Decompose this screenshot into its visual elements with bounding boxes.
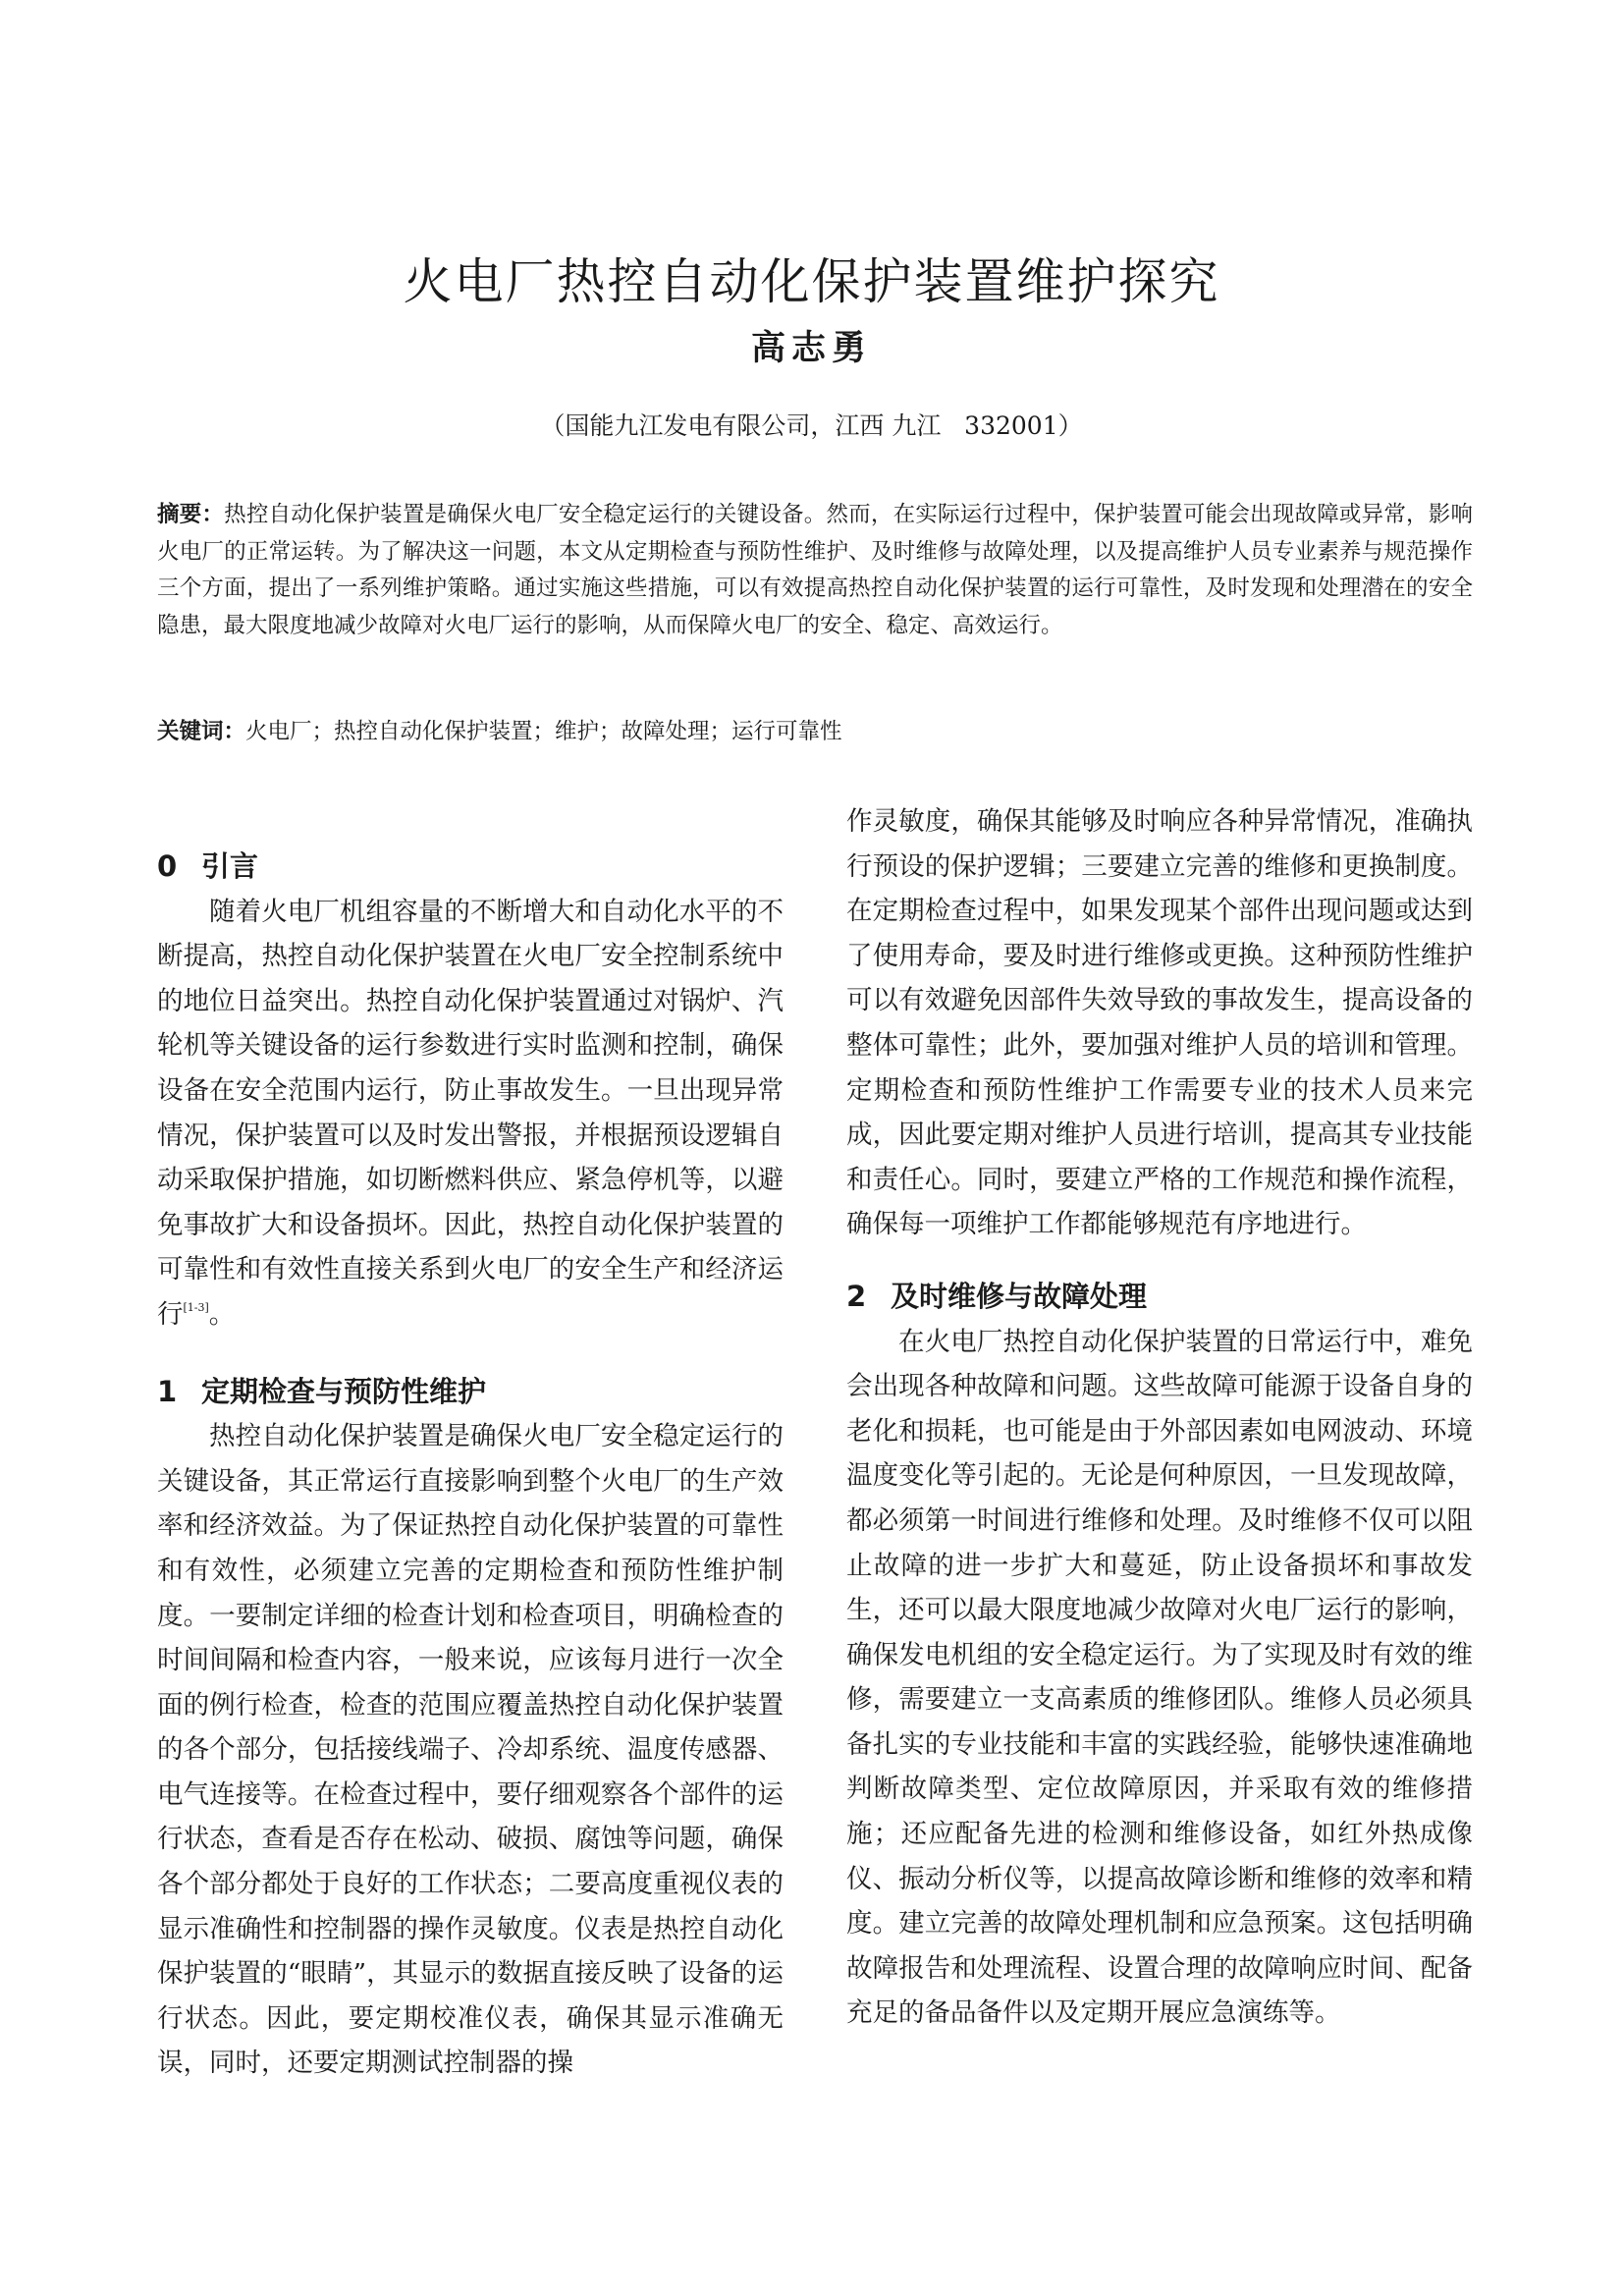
left-column	[157, 845, 784, 2086]
keywords-text: 火电厂；热控自动化保护装置；维护；故障处理；运行可靠性	[245, 719, 842, 744]
section-number: 2	[846, 1279, 867, 1313]
author-name: 高志勇	[750, 329, 872, 368]
citation: [1-3]	[183, 1300, 209, 1314]
section-number: 0	[157, 849, 178, 883]
section-2-paragraph: 在火电厂热控自动化保护装置的日常运行中，难免会出现各种故障和问题。这些故障可能源于设备自身的老化和损耗，也可能是由于外部因素如电网波动、环境温度变化等引起的。无论是何种原因，一旦发现故障，都必须第一时间进行维修和处理。及时维修不仅可以阻止故障的进一步扩大和蔓延，防止设备损坏和事故发生，还可以最大限度地减少故障对火电厂运行的影响，确保发电机组的安全稳定运行。为了实现及时有效的维修，需要建立一支高素质的维修团队。维修人员必须具备扎实的专业技能和丰富的实践经验，能够快速准确地判断故障类型、定位故障原因，并采取有效的维修措施；还应配备先进的检测和维修设备，如红外热成像仪、振动分析仪等，以提高故障诊断和维修的效率和精度。建立完善的故障处理机制和应急预案。这包括明确故障报告和处理流程、设置合理的故障响应时间、配备充足的备品备件以及定期开展应急演练等。	[846, 1326, 1473, 2029]
section-number: 1	[157, 1374, 178, 1408]
abstract	[157, 497, 1473, 644]
paper-title: 火电厂热控自动化保护装置维护探究	[403, 253, 1220, 310]
section-heading-0	[157, 845, 784, 890]
right-column	[846, 799, 1473, 2036]
keywords-label: 关键词：	[157, 719, 246, 744]
section-title: 引言	[201, 849, 259, 883]
section-heading-2	[846, 1275, 1473, 1320]
section-title: 及时维修与故障处理	[891, 1279, 1148, 1313]
section-1-paragraph-continued: 作灵敏度，确保其能够及时响应各种异常情况，准确执行预设的保护逻辑；三要建立完善的维修和更换制度。在定期检查过程中，如果发现某个部件出现问题或达到了使用寿命，要及时进行维修或更换。这种预防性维护可以有效避免因部件失效导致的事故发生，提高设备的整体可靠性；此外，要加强对维护人员的培训和管理。定期检查和预防性维护工作需要专业的技术人员来完成，因此要定期对维护人员进行培训，提高其专业技能和责任心。同时，要建立严格的工作规范和操作流程，确保每一项维护工作都能够规范有序地进行。	[846, 806, 1473, 1240]
abstract-label: 摘要：	[157, 502, 225, 527]
keywords	[157, 714, 1473, 751]
intro-paragraph	[157, 890, 784, 1338]
section-1-paragraph: 热控自动化保护装置是确保火电厂安全稳定运行的关键设备，其正常运行直接影响到整个火电厂的生产效率和经济效益。为了保证热控自动化保护装置的可靠性和有效性，必须建立完善的定期检查和预防性维护制度。一要制定详细的检查计划和检查项目，明确检查的时间间隔和检查内容，一般来说，应该每月进行一次全面的例行检查，检查的范围应覆盖热控自动化保护装置的各个部分，包括接线端子、冷却系统、温度传感器、电气连接等。在检查过程中，要仔细观察各个部件的运行状态，查看是否存在松动、破损、腐蚀等问题，确保各个部分都处于良好的工作状态；二要高度重视仪表的显示准确性和控制器的操作灵敏度。仪表是热控自动化保护装置的“眼睛”，其显示的数据直接反映了设备的运行状态。因此，要定期校准仪表，确保其显示准确无误，同时，还要定期测试控制器的操	[157, 1421, 784, 2079]
author-affiliation: （国能九江发电有限公司，江西 九江 332001）	[540, 411, 1083, 440]
intro-end: 。	[208, 1298, 236, 1330]
section-title: 定期检查与预防性维护	[201, 1374, 487, 1408]
abstract-text: 热控自动化保护装置是确保火电厂安全稳定运行的关键设备。然而，在实际运行过程中，保护装置可能会出现故障或异常，影响火电厂的正常运转。为了解决这一问题，本文从定期检查与预防性维护、及时维修与故障处理，以及提高维护人员专业素养与规范操作三个方面，提出了一系列维护策略。通过实施这些措施，可以有效提高热控自动化保护装置的运行可靠性，及时发现和处理潜在的安全隐患，最大限度地减少故障对火电厂运行的影响，从而保障火电厂的安全、稳定、高效运行。	[157, 502, 1473, 638]
section-heading-1	[157, 1370, 784, 1415]
intro-text: 随着火电厂机组容量的不断增大和自动化水平的不断提高，热控自动化保护装置在火电厂安全控制系统中的地位日益突出。热控自动化保护装置通过对锅炉、汽轮机等关键设备的运行参数进行实时监测和控制，确保设备在安全范围内运行，防止事故发生。一旦出现异常情况，保护装置可以及时发出警报，并根据预设逻辑自动采取保护措施，如切断燃料供应、紧急停机等，以避免事故扩大和设备损坏。因此，热控自动化保护装置的可靠性和有效性直接关系到火电厂的安全生产和经济运行	[157, 896, 784, 1330]
